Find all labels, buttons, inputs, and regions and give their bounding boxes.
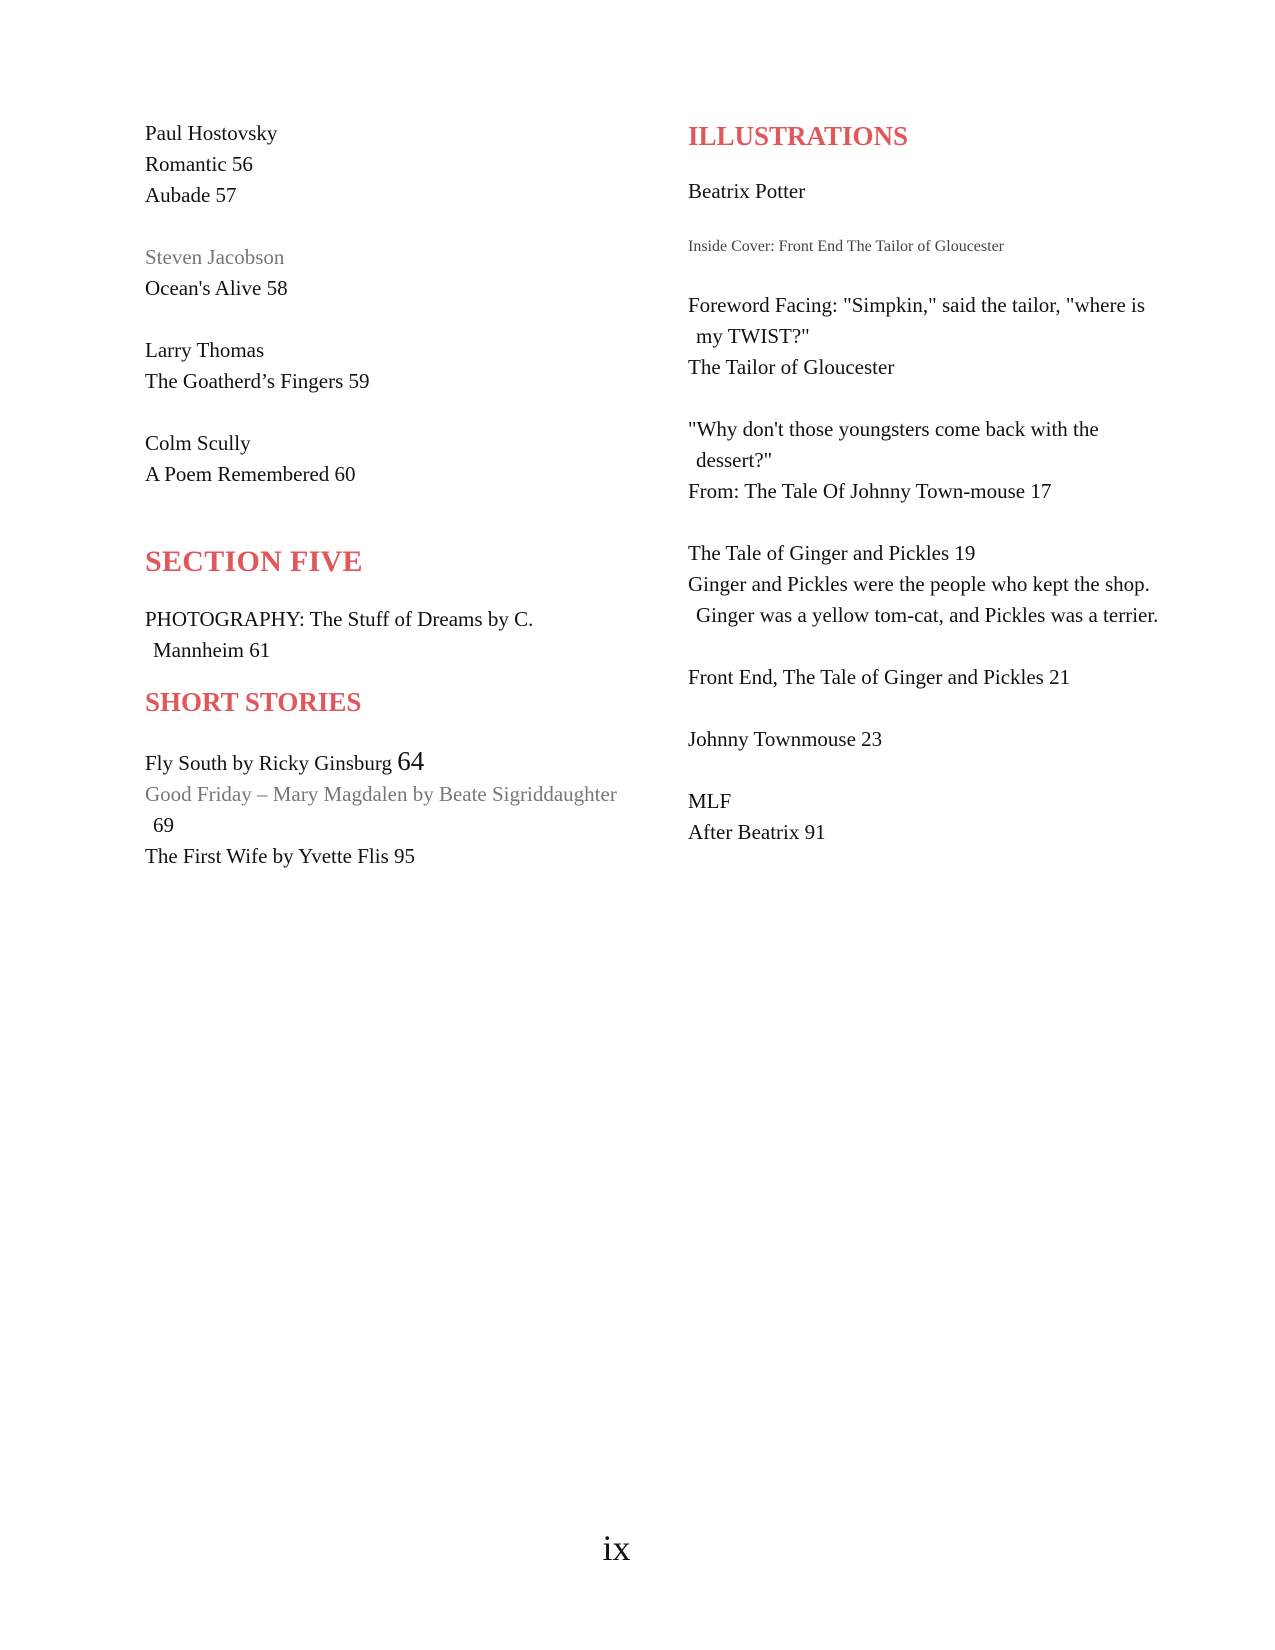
author-name: Paul Hostovsky (145, 121, 278, 145)
entry-jacobson (145, 242, 665, 304)
work-title: After Beatrix 91 (688, 820, 826, 844)
illustration-entry: Foreword Facing: "Simpkin," said the tailor, "where is (688, 293, 1146, 317)
story-entry: Good Friday – Mary Magdalen by Beate Sigriddaughter (145, 782, 617, 806)
entry-hostovsky (145, 118, 665, 211)
spacer (688, 154, 1208, 176)
spacer (145, 720, 665, 746)
page-number: ix (602, 1528, 631, 1568)
author-name: Steven Jacobson (145, 245, 285, 269)
illustration-source: The Tailor of Gloucester (688, 355, 895, 379)
illustration-entry: The Tale of Ginger and Pickles 19 (688, 541, 976, 565)
work-title: Romantic 56 (145, 152, 253, 176)
spacer (688, 755, 1208, 786)
illustration-source: From: The Tale Of Johnny Town-mouse 17 (688, 479, 1052, 503)
illustration-entry: "Why don't those youngsters come back with the (688, 417, 1099, 441)
illustration-entry: Johnny Townmouse 23 (688, 727, 883, 751)
illustration-entry-continued: my TWIST?" (696, 324, 810, 348)
illustration-entry-continued: dessert?" (696, 448, 773, 472)
contents-right-column (688, 118, 1208, 848)
author-name: Larry Thomas (145, 338, 265, 362)
illustration-caption: Ginger and Pickles were the people who kept the shop. (688, 572, 1150, 596)
work-title: Ocean's Alive 58 (145, 276, 288, 300)
section-five-heading: SECTION FIVE (145, 545, 363, 578)
photography-entry-continued: Mannheim 61 (153, 638, 271, 662)
spacer (688, 207, 1208, 234)
story-page-number: 64 (397, 746, 425, 776)
author-name: Colm Scully (145, 431, 251, 455)
illustration-caption-continued: Ginger was a yellow tom-cat, and Pickles was a terrier. (696, 603, 1159, 627)
illustrator-name: Beatrix Potter (688, 179, 806, 203)
spacer (145, 211, 665, 242)
entry-scully (145, 428, 665, 490)
work-title: The Goatherd’s Fingers 59 (145, 369, 370, 393)
photography-entry: PHOTOGRAPHY: The Stuff of Dreams by C. (145, 607, 534, 631)
work-title: A Poem Remembered 60 (145, 462, 356, 486)
spacer (145, 397, 665, 428)
spacer (145, 666, 665, 684)
spacer (145, 490, 665, 542)
spacer (145, 304, 665, 335)
story-entry (145, 746, 665, 779)
short-stories-heading: SHORT STORIES (145, 687, 362, 717)
author-name: MLF (688, 789, 732, 813)
spacer (688, 507, 1208, 538)
spacer (688, 693, 1208, 724)
spacer (688, 631, 1208, 662)
story-entry: The First Wife by Yvette Flis 95 (145, 844, 416, 868)
illustration-entry: Inside Cover: Front End The Tailor of Gloucester (688, 238, 1004, 255)
story-entry-continued: 69 (153, 813, 174, 837)
spacer (688, 383, 1208, 414)
illustration-entry: Front End, The Tale of Ginger and Pickles 21 (688, 665, 1071, 689)
work-title: Aubade 57 (145, 183, 237, 207)
contents-left-column (145, 118, 665, 872)
spacer (145, 582, 665, 604)
story-title: Fly South by Ricky Ginsburg (145, 751, 398, 775)
spacer (688, 260, 1208, 290)
entry-thomas (145, 335, 665, 397)
illustrations-heading: ILLUSTRATIONS (688, 121, 909, 151)
